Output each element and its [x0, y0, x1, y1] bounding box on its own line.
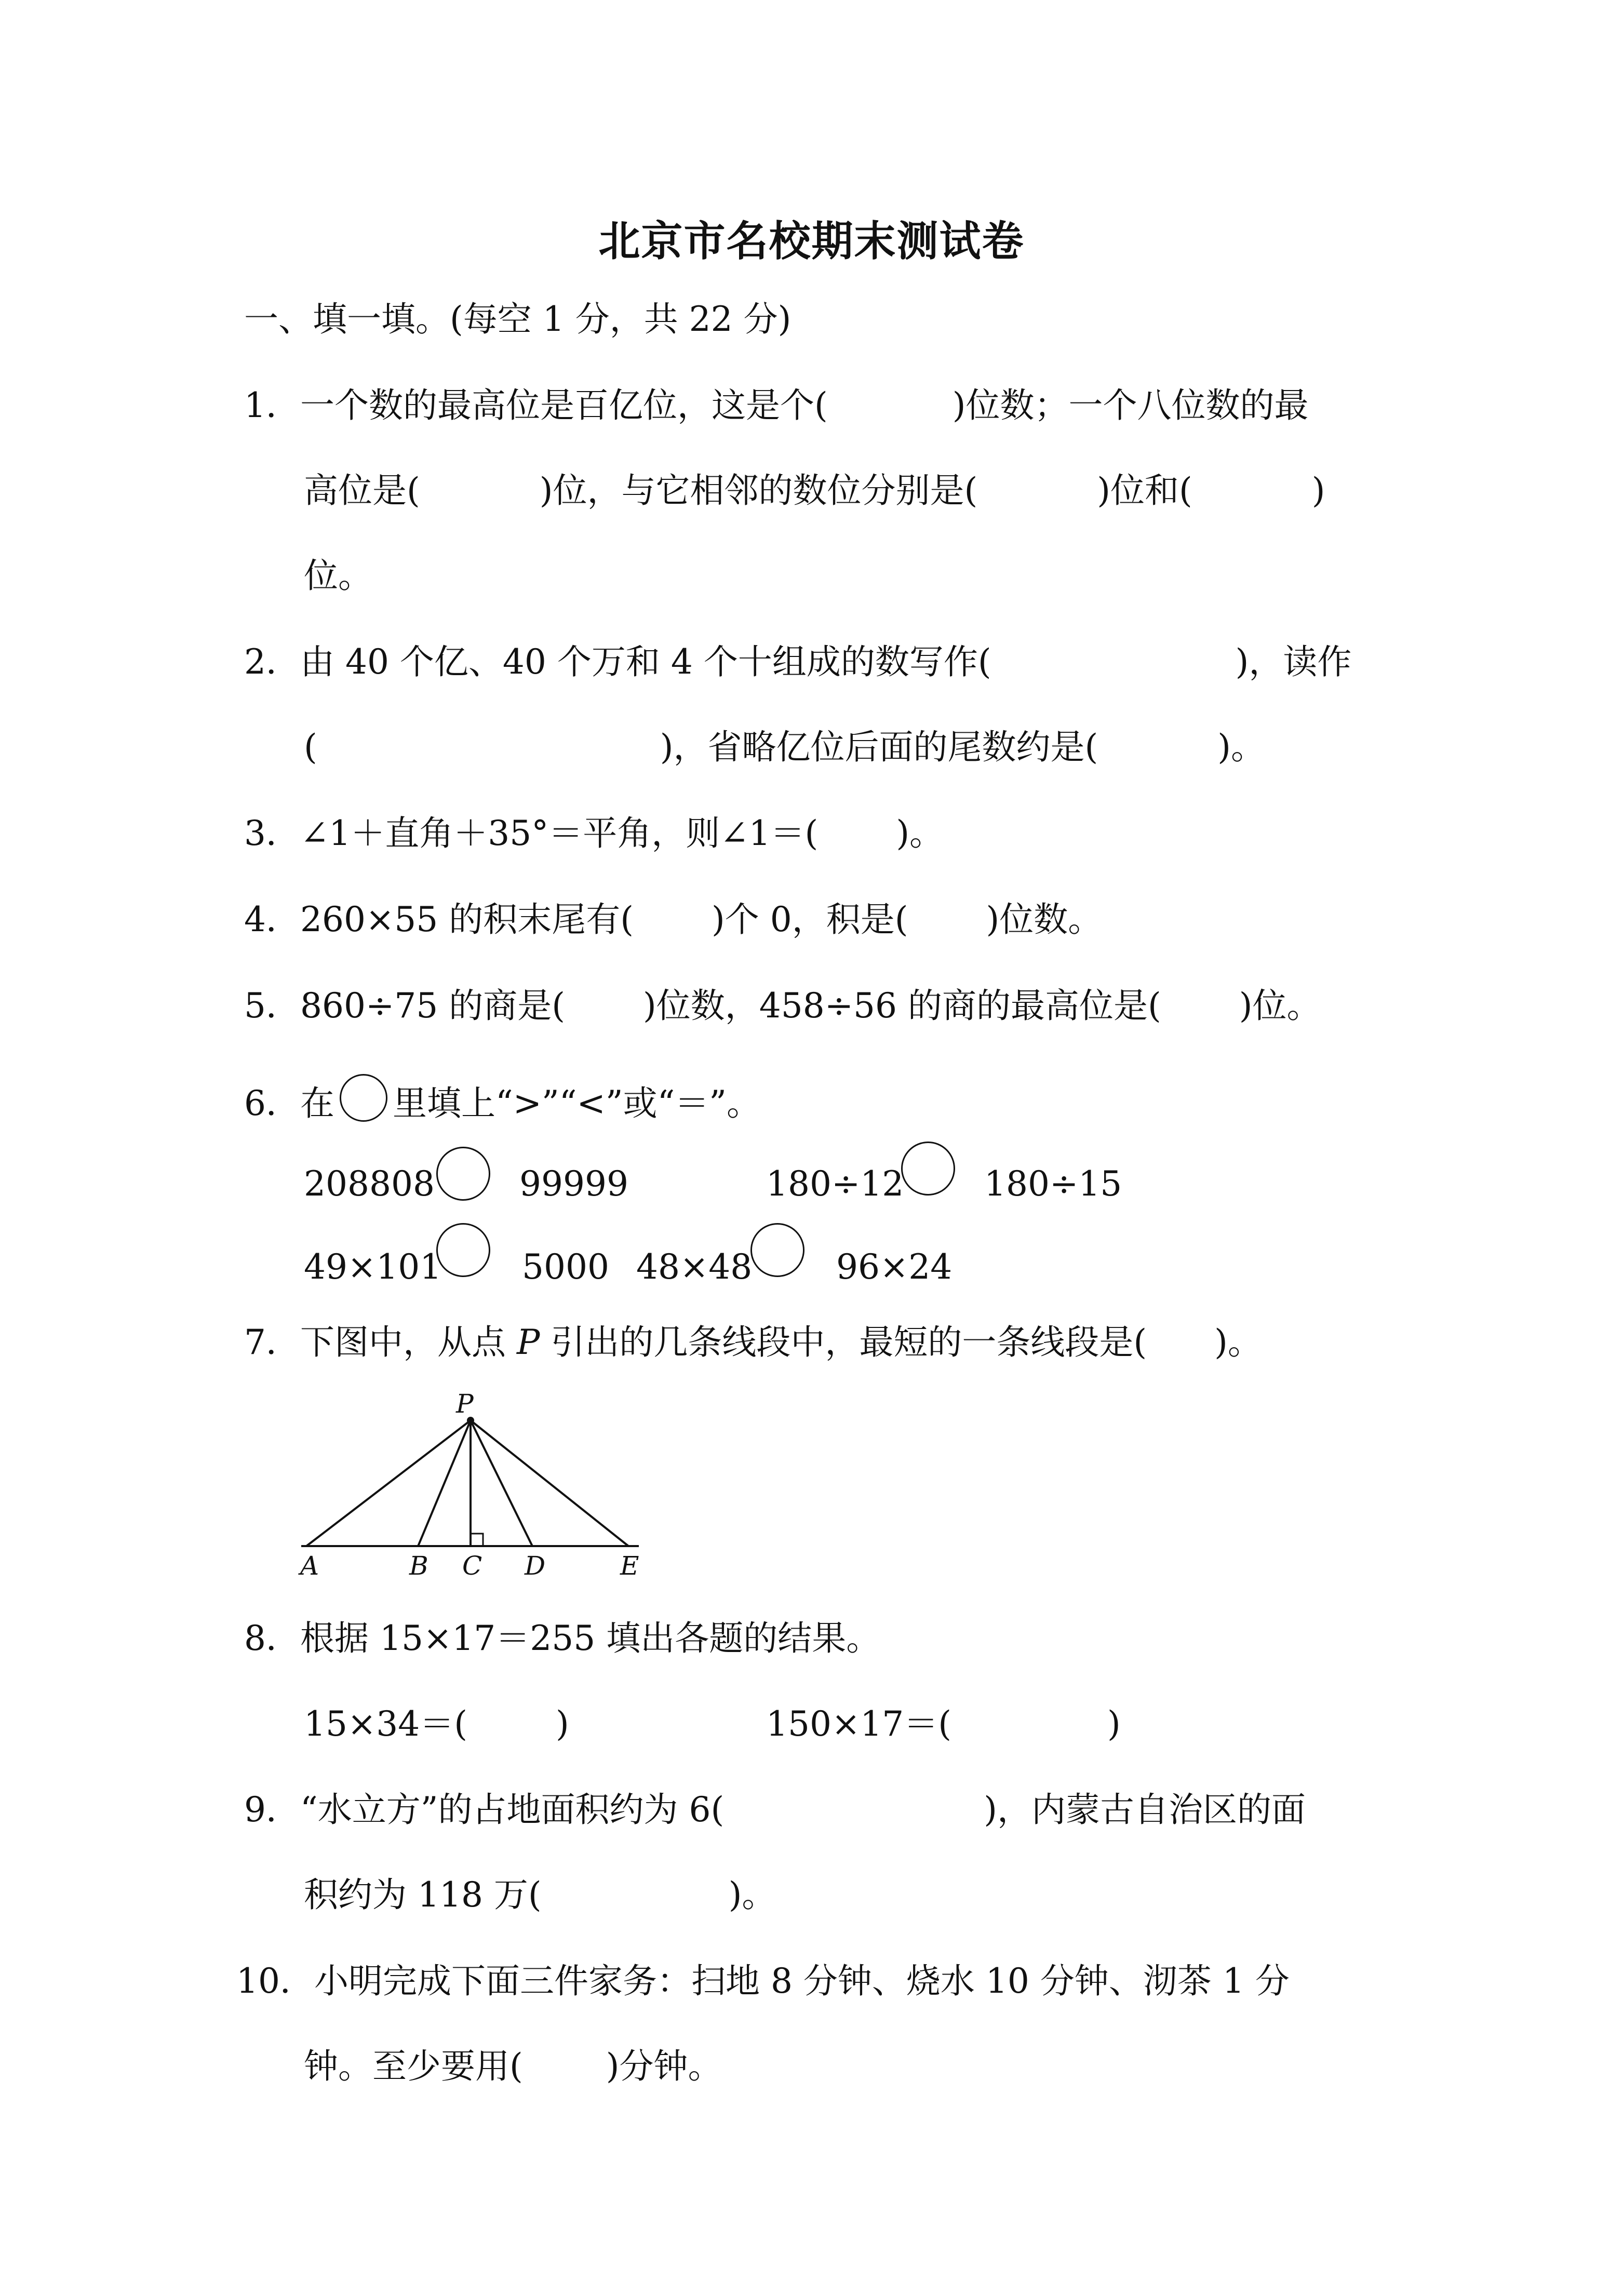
q4-text-c: )位数。 [986, 899, 1103, 939]
question-10-line-1: 10．小明完成下面三件家务：扫地 8 分钟、烧水 10 分钟、沏茶 1 分 [236, 1961, 1290, 2001]
q1-text-e: )位和( [1097, 471, 1192, 511]
question-2-line-1 [244, 639, 1351, 686]
segment-pa [306, 1420, 471, 1546]
q7-text-b: 引出的几条线段中，最短的一条线段是( [540, 1322, 1147, 1362]
q7-text-c: )。 [1214, 1322, 1262, 1362]
label-e: E [620, 1551, 639, 1579]
page-title: 北京市名校期末测试卷 [598, 217, 1025, 265]
q7-text-a: 7．下图中，从点 [244, 1322, 517, 1362]
segment-pd [471, 1420, 532, 1546]
q3-text-b: )。 [896, 813, 944, 853]
segment-pe [471, 1420, 628, 1546]
question-9-line-2 [304, 1872, 776, 1918]
question-4 [244, 896, 1102, 943]
q2-text-a: 2．由 40 个亿、40 个万和 4 个十组成的数写作( [244, 642, 991, 682]
label-c: C [462, 1551, 482, 1579]
question-3 [244, 810, 944, 857]
question-8: 8．根据 15×17＝255 填出各题的结果。 [244, 1618, 881, 1658]
q6-text-a: 6．在 [244, 1083, 334, 1123]
question-10-line-2 [304, 2043, 722, 2090]
label-p: P [456, 1392, 474, 1419]
q2-text-b: )，读作 [1235, 642, 1352, 682]
label-a: A [300, 1551, 319, 1579]
label-d: D [525, 1551, 546, 1579]
q10-text-b: )分钟。 [606, 2046, 722, 2086]
q8-text-c: 150×17＝( [766, 1704, 952, 1744]
q9-text-a: 9．“水立方”的占地面积约为 6( [244, 1790, 725, 1830]
compare-circle-3[interactable] [436, 1223, 490, 1277]
compare-circle-1[interactable] [436, 1147, 490, 1201]
q1-text-b: )位数；一个八位数的最 [952, 385, 1309, 425]
q1-text-f: ) [1311, 471, 1325, 511]
q6-compare-3-left: 49×101 [304, 1247, 442, 1287]
question-9-line-1 [244, 1787, 1306, 1833]
q7-point-p: P [516, 1322, 540, 1362]
q8-text-d: ) [1107, 1704, 1121, 1744]
q10-text-a: 钟。至少要用( [304, 2046, 523, 2086]
q6-compare-4-left: 48×48 [636, 1247, 753, 1287]
compare-circle-2[interactable] [901, 1142, 955, 1196]
q3-text-a: 3．∠1＋直角＋35°＝平角，则∠1＝( [244, 813, 819, 853]
segments-figure [291, 1392, 665, 1579]
q6-compare-2-right: 180÷15 [984, 1164, 1122, 1204]
compare-circle-4[interactable] [750, 1223, 804, 1277]
q9-text-b: )，内蒙古自治区的面 [984, 1790, 1306, 1830]
q4-text-a: 4．260×55 的积末尾有( [244, 899, 634, 939]
q8-text-a: 15×34＝( [304, 1704, 468, 1744]
q2-text-d: )，省略亿位后面的尾数约是( [660, 727, 1098, 767]
q9-text-c: 积约为 118 万( [304, 1875, 542, 1915]
q1-text-a: 1．一个数的最高位是百亿位，这是个( [244, 385, 828, 425]
question-1-line-3: 位。 [304, 556, 372, 596]
q2-text-e: )。 [1217, 727, 1265, 767]
comparison-circle-icon [340, 1074, 387, 1122]
q8-item-1 [304, 1701, 569, 1748]
q6-compare-4-right: 96×24 [836, 1247, 953, 1287]
question-7 [244, 1319, 1262, 1366]
question-2-line-2 [304, 724, 1265, 771]
question-1-line-1 [244, 382, 1309, 429]
q2-text-c: ( [304, 727, 317, 767]
q9-text-d: )。 [728, 1875, 776, 1915]
q5-text-b: )位数，458÷56 的商的最高位是( [642, 986, 1161, 1026]
q4-text-b: )个 0，积是( [711, 899, 908, 939]
q5-text-c: )位。 [1239, 986, 1321, 1026]
q5-text-a: 5．860÷75 的商是( [244, 986, 565, 1026]
question-1-line-2 [304, 467, 1325, 514]
section-heading: 一、填一填。(每空 1 分，共 22 分) [244, 299, 792, 339]
q8-item-2 [766, 1701, 1121, 1748]
q1-text-d: )位，与它相邻的数位分别是( [539, 471, 978, 511]
right-angle-mark-icon [471, 1534, 483, 1546]
q6-compare-1-left: 208808 [304, 1164, 435, 1204]
q8-text-b: ) [556, 1704, 569, 1744]
question-6 [244, 1080, 761, 1130]
label-b: B [409, 1551, 428, 1579]
q6-compare-1-right: 99999 [519, 1164, 628, 1204]
question-5 [244, 983, 1321, 1029]
q6-text-b: 里填上“>”“<”或“＝”。 [393, 1083, 761, 1123]
q6-compare-2-left: 180÷12 [766, 1164, 904, 1204]
q6-compare-3-right: 5000 [522, 1247, 609, 1287]
q1-text-c: 高位是( [304, 471, 420, 511]
